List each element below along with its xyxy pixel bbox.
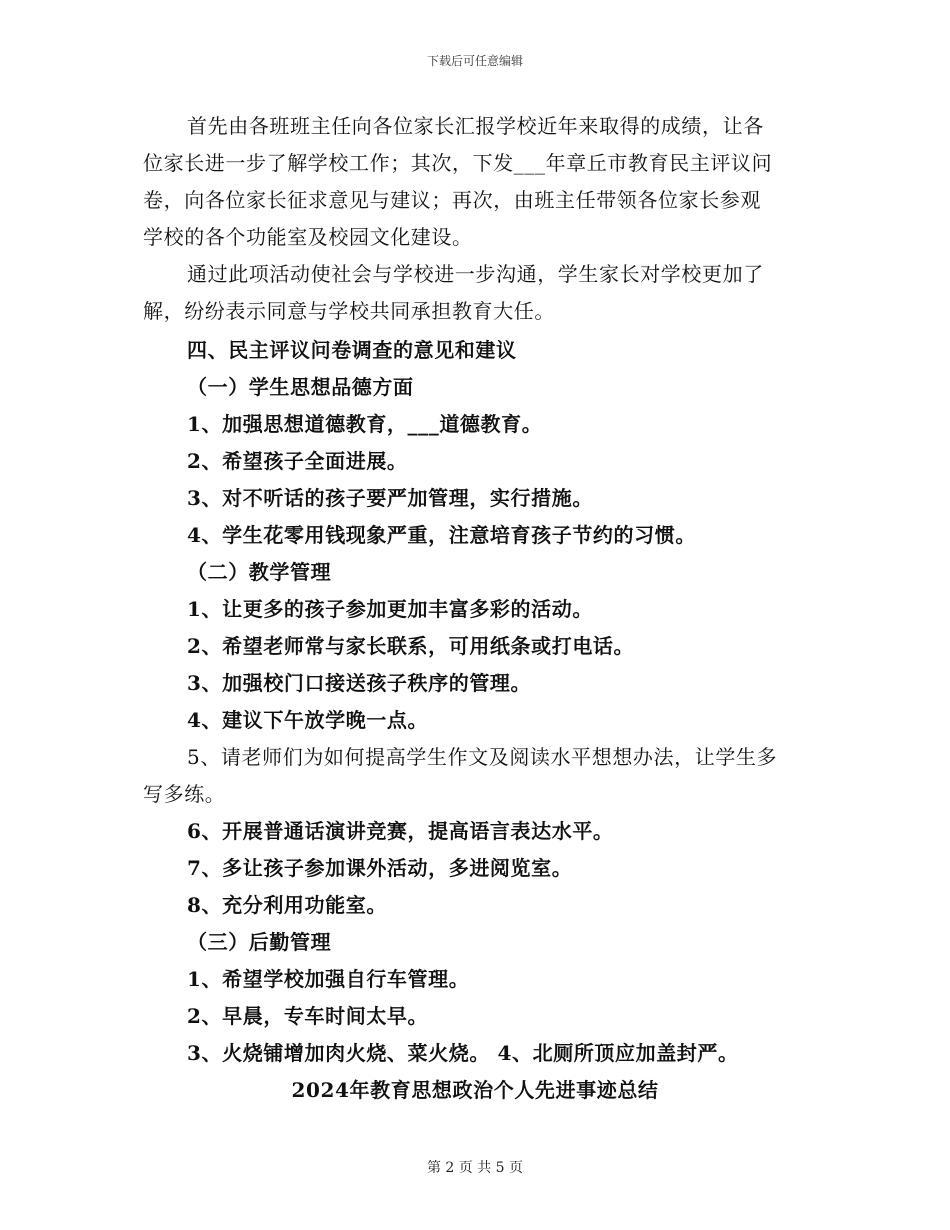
next-document-title: 2024年教育思想政治个人先进事迹总结 bbox=[291, 1078, 659, 1102]
subsection-heading: （三）后勤管理 bbox=[187, 930, 332, 954]
list-item: 3、对不听话的孩子要严加管理，实行措施。 bbox=[187, 486, 593, 510]
text-line: 卷，向各位家长征求意见与建议；再次，由班主任带领各位家长参观 bbox=[143, 188, 761, 212]
subsection-heading: （一）学生思想品德方面 bbox=[187, 375, 414, 399]
list-item: 2、早晨，专车时间太早。 bbox=[187, 1004, 429, 1028]
text-line: 学校的各个功能室及校园文化建设。 bbox=[143, 225, 473, 249]
list-item: 4、建议下午放学晚一点。 bbox=[187, 708, 429, 732]
list-item: 1、希望学校加强自行车管理。 bbox=[187, 967, 470, 991]
text-line: 首先由各班班主任向各位家长汇报学校近年来取得的成绩，让各 bbox=[187, 114, 764, 138]
list-item: 3、火烧铺增加肉火烧、菜火烧。 4、北厕所顶应加盖封严。 bbox=[187, 1041, 739, 1065]
list-item: 8、充分利用功能室。 bbox=[187, 893, 387, 917]
page-footer: 第 2 页 共 5 页 bbox=[426, 1160, 524, 1176]
list-item-continuation: 写多练。 bbox=[143, 782, 226, 806]
text-line: 解，纷纷表示同意与学校共同承担教育大任。 bbox=[143, 299, 555, 323]
subsection-heading: （二）教学管理 bbox=[187, 560, 332, 584]
text-line: 位家长进一步了解学校工作；其次，下发___年章丘市教育民主评议问 bbox=[143, 151, 773, 175]
list-item: 2、希望孩子全面进展。 bbox=[187, 449, 408, 473]
list-item: 3、加强校门口接送孩子秩序的管理。 bbox=[187, 671, 532, 695]
list-item: 1、加强思想道德教育，___道德教育。 bbox=[187, 412, 543, 436]
section-heading: 四、民主评议问卷调查的意见和建议 bbox=[187, 338, 517, 362]
list-item: 4、学生花零用钱现象严重，注意培育孩子节约的习惯。 bbox=[187, 523, 696, 547]
list-item: 6、开展普通话演讲竞赛，提高语言表达水平。 bbox=[187, 819, 614, 843]
list-item: 5、请老师们为如何提高学生作文及阅读水平想想办法，让学生多 bbox=[187, 745, 778, 769]
page-header: 下载后可任意编辑 bbox=[426, 54, 523, 68]
list-item: 7、多让孩子参加课外活动，多进阅览室。 bbox=[187, 856, 573, 880]
list-item: 2、希望老师常与家长联系，可用纸条或打电话。 bbox=[187, 634, 635, 658]
list-item: 1、让更多的孩子参加更加丰富多彩的活动。 bbox=[187, 597, 593, 621]
text-line: 通过此项活动使社会与学校进一步沟通，学生家长对学校更加了 bbox=[187, 262, 764, 286]
